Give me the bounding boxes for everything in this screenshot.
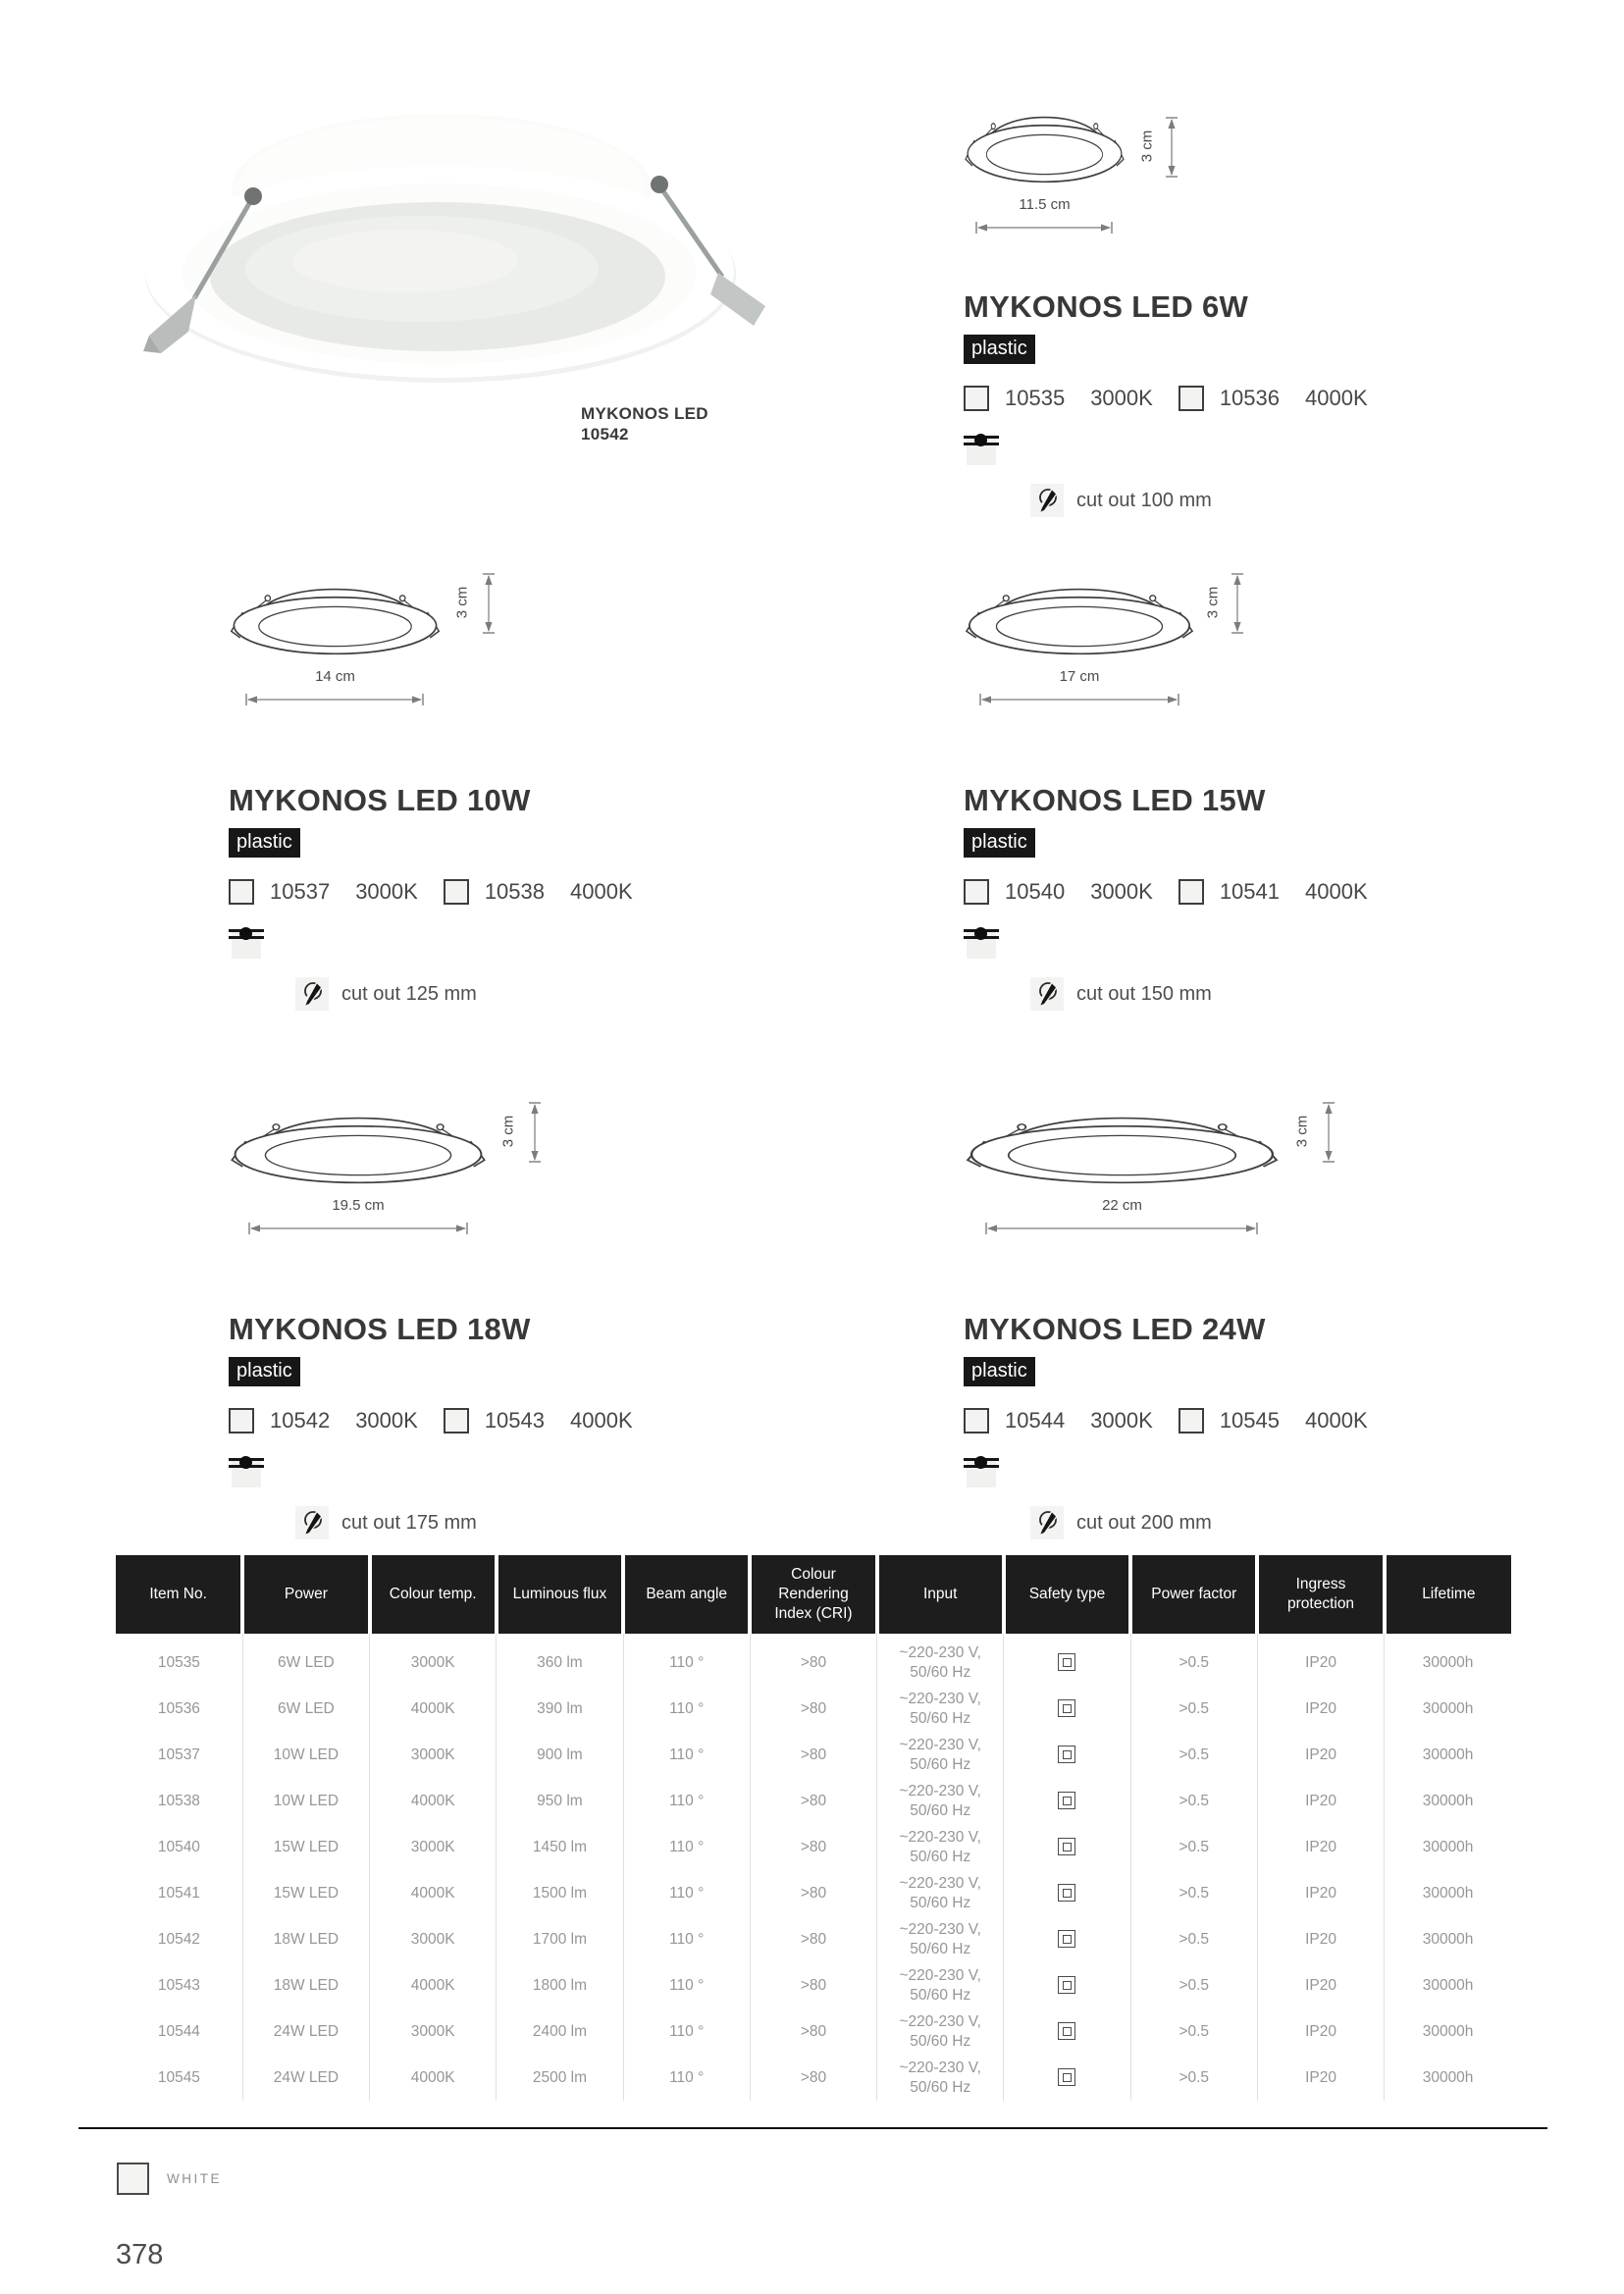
material-badge: plastic [964,828,1035,858]
spec-table-header [116,1555,1511,1634]
section-title: MYKONOS LED 6W [964,289,1249,324]
height-dimension-arrow [1165,117,1179,178]
col-cri: Colour Rendering Index (CRI) [750,1555,876,1634]
photo-label-name: MYKONOS LED [581,404,708,423]
col-item-no: Item No. [116,1555,242,1634]
variant-temp: 3000K [355,1408,418,1433]
diameter-dimension-label: 14 cm [315,668,355,685]
height-dimension-label: 3 cm [499,1115,517,1148]
section-title: MYKONOS LED 10W [229,783,531,817]
variant-row [964,879,1368,905]
diameter-dimension-label: 19.5 cm [332,1197,385,1214]
variant-temp: 4000K [1305,386,1368,410]
col-power-factor: Power factor [1130,1555,1257,1634]
height-dimension-arrow [1231,573,1244,634]
diameter-dimension-arrow [979,693,1179,706]
height-dimension-arrow [528,1102,542,1163]
variant-temp: 3000K [1090,386,1153,410]
table-row: 10542 18W LED 3000K 1700 lm 110 ° >80 ~220-230 V, 50/60 Hz >0.5 IP20 30000h [116,1916,1511,1962]
spec-table [116,1555,1511,2101]
photo-label-code: 10542 [581,425,629,444]
cutout-row [295,977,477,1011]
col-power: Power [242,1555,369,1634]
recessed-mount-icon [964,926,999,962]
variant-code: 10542 [270,1408,331,1433]
recessed-mount-icon [229,926,264,962]
recessed-mount-icon [229,1455,264,1490]
col-ingress-protection: Ingress protection [1257,1555,1384,1634]
cutout-label: cut out 200 mm [1076,1511,1212,1534]
variant-checkbox[interactable] [1179,386,1204,411]
variant-temp: 4000K [1305,1408,1368,1433]
height-dimension-label: 3 cm [1138,130,1156,163]
height-dimension-label: 3 cm [453,586,471,619]
variant-temp: 3000K [1090,1408,1153,1433]
cutout-row [295,1506,477,1539]
variant-checkbox[interactable] [964,386,989,411]
product-photo-label [581,403,708,445]
diameter-dimension-arrow [245,693,424,706]
color-swatch-white[interactable] [117,2163,149,2195]
product-photo [116,90,775,396]
class-ii-icon [1058,1792,1075,1809]
class-ii-icon [1058,1699,1075,1717]
hole-saw-icon [295,977,329,1011]
section-title: MYKONOS LED 15W [964,783,1266,817]
downlight-side-diagram [964,567,1195,661]
hole-saw-icon [295,1506,329,1539]
variant-code: 10538 [484,879,545,904]
table-row: 10538 10W LED 4000K 950 lm 110 ° >80 ~220-230 V, 50/60 Hz >0.5 IP20 30000h [116,1778,1511,1824]
cutout-row [1030,484,1212,517]
variant-code: 10535 [1005,386,1066,410]
table-row: 10537 10W LED 3000K 900 lm 110 ° >80 ~220-230 V, 50/60 Hz >0.5 IP20 30000h [116,1732,1511,1778]
table-row: 10536 6W LED 4000K 390 lm 110 ° >80 ~220-230 V, 50/60 Hz >0.5 IP20 30000h [116,1686,1511,1732]
col-lifetime: Lifetime [1385,1555,1511,1634]
variant-checkbox[interactable] [1179,1408,1204,1434]
color-swatch-label: WHITE [167,2171,222,2186]
class-ii-icon [1058,1653,1075,1671]
variant-temp: 3000K [1090,879,1153,904]
page-number: 378 [116,2239,164,2270]
col-luminous-flux: Luminous flux [497,1555,623,1634]
section-title: MYKONOS LED 24W [964,1312,1266,1346]
variant-code: 10544 [1005,1408,1066,1433]
variant-checkbox[interactable] [444,879,469,905]
variant-checkbox[interactable] [444,1408,469,1434]
diameter-dimension-label: 11.5 cm [1019,196,1071,213]
variant-checkbox[interactable] [229,879,254,905]
variant-code: 10536 [1219,386,1280,410]
variant-row [229,1408,633,1434]
hole-saw-icon [1030,484,1064,517]
col-beam-angle: Beam angle [623,1555,750,1634]
section-mykonos-led-24w [964,1096,1425,1567]
section-mykonos-led-6w [964,95,1425,566]
table-row: 10535 6W LED 3000K 360 lm 110 ° >80 ~220-230 V, 50/60 Hz >0.5 IP20 30000h [116,1634,1511,1686]
variant-temp: 3000K [355,879,418,904]
cutout-label: cut out 100 mm [1076,489,1212,511]
hole-saw-icon [1030,1506,1064,1539]
variant-code: 10540 [1005,879,1066,904]
variant-code: 10541 [1219,879,1280,904]
diameter-dimension-arrow [985,1222,1258,1235]
material-badge: plastic [964,1357,1035,1386]
cutout-row [1030,1506,1212,1539]
class-ii-icon [1058,1976,1075,1994]
height-dimension-label: 3 cm [1204,586,1222,619]
variant-row [964,1408,1368,1434]
material-badge: plastic [964,335,1035,364]
diameter-dimension-label: 22 cm [1102,1197,1142,1214]
variant-code: 10545 [1219,1408,1280,1433]
diameter-dimension-arrow [975,221,1113,235]
downlight-side-diagram [229,1096,488,1190]
height-dimension-label: 3 cm [1293,1115,1311,1148]
height-dimension-arrow [482,573,496,634]
downlight-side-diagram [964,95,1126,189]
downlight-side-diagram [229,567,442,661]
downlight-side-diagram [964,1096,1281,1190]
cutout-label: cut out 125 mm [341,982,477,1005]
material-badge: plastic [229,828,300,858]
class-ii-icon [1058,2022,1075,2040]
variant-temp: 4000K [570,879,633,904]
variant-code: 10543 [484,1408,545,1433]
downlight-photo-illustration [116,90,775,396]
material-badge: plastic [229,1357,300,1386]
col-colour-temp: Colour temp. [370,1555,497,1634]
col-input: Input [877,1555,1004,1634]
cutout-row [1030,977,1212,1011]
table-row: 10543 18W LED 4000K 1800 lm 110 ° >80 ~220-230 V, 50/60 Hz >0.5 IP20 30000h [116,1962,1511,2008]
table-row: 10540 15W LED 3000K 1450 lm 110 ° >80 ~220-230 V, 50/60 Hz >0.5 IP20 30000h [116,1824,1511,1870]
diameter-dimension-label: 17 cm [1059,668,1100,685]
cutout-label: cut out 150 mm [1076,982,1212,1005]
recessed-mount-icon [964,433,999,468]
section-mykonos-led-10w [229,567,690,1038]
variant-row [964,386,1368,411]
variant-checkbox[interactable] [229,1408,254,1434]
footer-divider [79,2127,1547,2129]
class-ii-icon [1058,1884,1075,1902]
variant-temp: 4000K [1305,879,1368,904]
col-safety-type: Safety type [1004,1555,1130,1634]
section-mykonos-led-15w [964,567,1425,1038]
table-row: 10544 24W LED 3000K 2400 lm 110 ° >80 ~220-230 V, 50/60 Hz >0.5 IP20 30000h [116,2008,1511,2055]
variant-checkbox[interactable] [964,1408,989,1434]
table-row: 10541 15W LED 4000K 1500 lm 110 ° >80 ~220-230 V, 50/60 Hz >0.5 IP20 30000h [116,1870,1511,1916]
cutout-label: cut out 175 mm [341,1511,477,1534]
diameter-dimension-arrow [248,1222,468,1235]
class-ii-icon [1058,1838,1075,1855]
recessed-mount-icon [964,1455,999,1490]
class-ii-icon [1058,1930,1075,1948]
variant-checkbox[interactable] [964,879,989,905]
variant-row [229,879,633,905]
table-row: 10545 24W LED 4000K 2500 lm 110 ° >80 ~220-230 V, 50/60 Hz >0.5 IP20 30000h [116,2055,1511,2101]
class-ii-icon [1058,1746,1075,1763]
height-dimension-arrow [1322,1102,1336,1163]
variant-temp: 4000K [570,1408,633,1433]
variant-code: 10537 [270,879,331,904]
section-mykonos-led-18w [229,1096,690,1567]
section-title: MYKONOS LED 18W [229,1312,531,1346]
class-ii-icon [1058,2068,1075,2086]
hole-saw-icon [1030,977,1064,1011]
variant-checkbox[interactable] [1179,879,1204,905]
